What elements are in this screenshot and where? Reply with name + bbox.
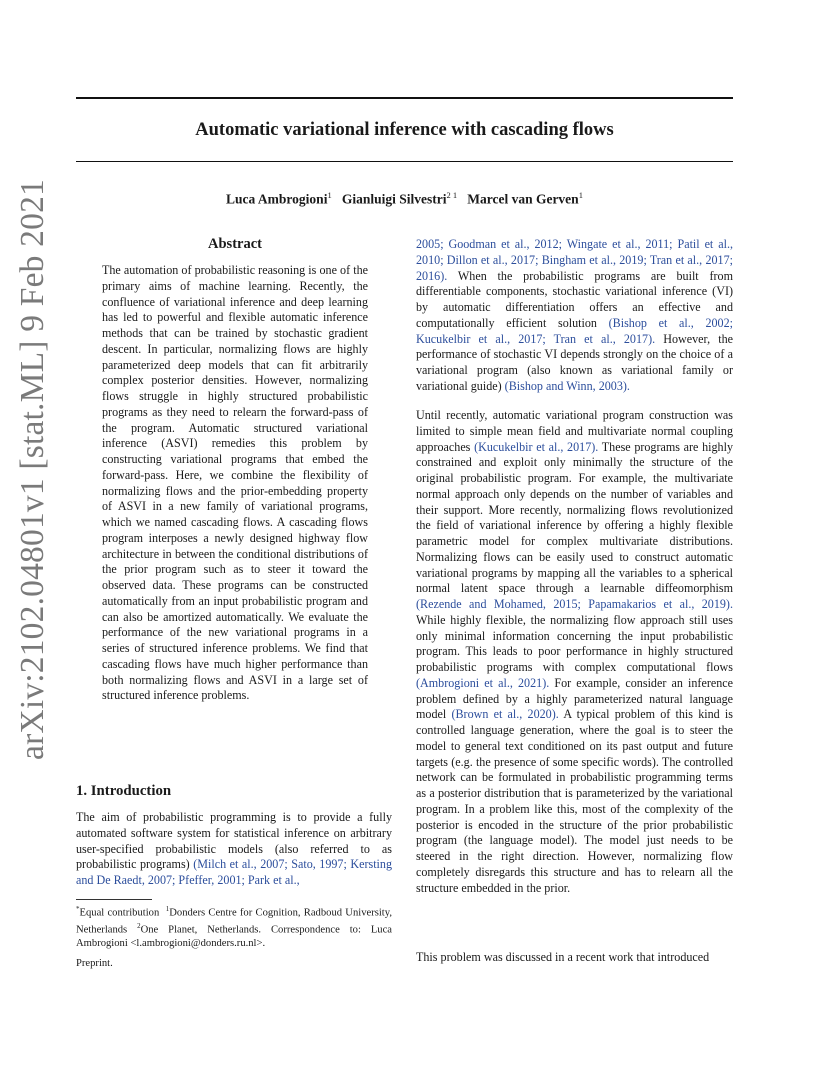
section-heading: 1. Introduction: [76, 783, 172, 799]
title-rule: [76, 161, 733, 162]
author-name: Marcel van Gerven: [467, 191, 579, 207]
preprint-label: Preprint.: [76, 958, 113, 969]
body-text: For example, consider an inference problem defined by a highly parameterized natural language model: [416, 675, 733, 722]
abstract-heading: Abstract: [208, 236, 262, 252]
footnote-mark: 1: [165, 905, 170, 913]
paper-title: Automatic variational inference with cascading flows: [195, 120, 614, 140]
citation-link[interactable]: (Bishop and Winn, 2003).: [504, 378, 630, 393]
right-paragraph-2: [416, 408, 733, 896]
body-text: When the probabilistic programs are built from differentiable components, stochastic variational inference (VI) by automatic differentiation offers an effective and computationally efficient solution: [416, 268, 733, 330]
footnote-text: Donders Centre for Cognition, Radboud University, Netherlands: [76, 907, 392, 936]
citation-link[interactable]: (Brown et al., 2020).: [451, 707, 559, 722]
author-affiliation: 2 1: [446, 190, 458, 200]
footnote-text: Equal contribution: [79, 907, 160, 919]
intro-paragraph: [76, 810, 392, 889]
citation-link[interactable]: (Ambrogioni et al., 2021).: [416, 675, 550, 690]
footnote-mark: *: [76, 905, 80, 913]
body-text: A typical problem of this kind is controlled language generation, where the goal is to steer the model to general text conditioned on its past output and future targets (e.g. the presence of some specific words). The controlled network can be formulated in probabilistic programming terms as a posterior distribution that is parameterized by the variational program. In a problem like this, most of the complexity of the posterior is encoded in the structure of the prior probabilistic program (the language model). The model just needs to be steered in the right direction. However, normalizing flow completely disregards this structure and has to relearn all the structure embedded in the prior.: [416, 707, 733, 895]
citation-link[interactable]: 2005; Goodman et al., 2012; Wingate et al., 2011; Patil et al., 2010; Dillon et al., 2017; Bingham et al., 2019; Tran et al., 2017; 2016).: [416, 237, 733, 283]
arxiv-identifier: arXiv:2102.04801v1 [stat.ML] 9 Feb 2021: [14, 179, 51, 760]
author-name: Luca Ambrogioni: [226, 191, 328, 207]
body-text: These programs are highly constrained and exploit only minimally the structure of the original probabilistic program. For example, the multivariate normal approach only depends on the number of variables and their support. More recently, normalizing flows revolutionized the field of variational inference by offering a highly flexible parametric model for complex multivariate distributions. Normalizing flows can be easily used to construct automatic variational programs by mapping all the variables to a spherical normal latent space through a learnable diffeomorphism: [416, 439, 734, 596]
author-name: Gianluigi Silvestri: [341, 191, 447, 207]
body-text: While highly flexible, the normalizing flow approach still uses only minimal information concerning the input probabilistic program. This leads to poor performance in highly structured probabilistic programs with complex computational flows: [416, 612, 733, 674]
abstract-body: The automation of probabilistic reasoning is one of the primary aims of machine learning. Recently, the confluence of variational inference and deep learning has led to powerful and flexible automatic inference methods that can be trained by stochastic gradient descent. In particular, normalizing flows are highly parameterized deep models that can fit arbitrarily complex posterior densities. However, normalizing flows struggle in highly structured probabilistic programs as they need to relearn the forward-pass of the program. Automatic structured variational inference (ASVI) remedies this problem by constructing variational programs that embed the forward-pass. Here, we combine the flexibility of normalizing flows and the prior-embedding property of ASVI in a new family of variational programs, which we named cascading flows. A cascading flows program interposes a newly designed highway flow architecture in between the conditional distributions of the prior program such as to steer it toward the observed data. These programs can be constructed automatically from an input probabilistic program and can also be amortized automatically. We evaluate the performance of the new variational programs in a series of structured inference problems. We find that cascading flows have much higher performance than both normalizing flows and ASVI in a large set of structured inference problems.: [102, 263, 368, 703]
citation-link[interactable]: (Kucukelbir et al., 2017).: [474, 439, 599, 454]
right-paragraph-3: This problem was discussed in a recent work that introduced: [416, 950, 710, 964]
top-rule: [76, 97, 733, 99]
author-list: [76, 190, 733, 208]
body-text: Until recently, automatic variational program construction was limited to simple mean field and multivariate normal coupling approaches: [416, 408, 733, 454]
author-affiliation: 1: [578, 190, 583, 200]
citation-link[interactable]: (Milch et al., 2007; Sato, 1997; Kersting and De Raedt, 2007; Pfeffer, 2001; Park et al.,: [76, 857, 393, 887]
footnote-mark: 2: [137, 921, 141, 930]
author-affiliation: 1: [327, 190, 332, 200]
footnote: [76, 903, 392, 950]
intro-text: The aim of probabilistic programming is to provide a fully automated software system for statistical inference on arbitrary user-specified probabilistic models (also referred to as probabilistic programs): [76, 810, 392, 872]
citation-link[interactable]: (Bishop et al., 2002; Kucukelbir et al., 2017; Tran et al., 2017).: [416, 315, 733, 346]
citation-link[interactable]: (Rezende and Mohamed, 2015; Papamakarios et al., 2019).: [416, 597, 733, 611]
right-paragraph-1: [416, 237, 733, 395]
footnote-rule: [76, 899, 152, 900]
footnote-text: One Planet, Netherlands. Correspondence to: Luca Ambrogioni <l.ambrogioni@donders.ru.nl>.: [76, 924, 392, 949]
body-text: However, the performance of stochastic VI depends strongly on the choice of a variational program (also known as variational family or variational guide): [416, 331, 733, 393]
